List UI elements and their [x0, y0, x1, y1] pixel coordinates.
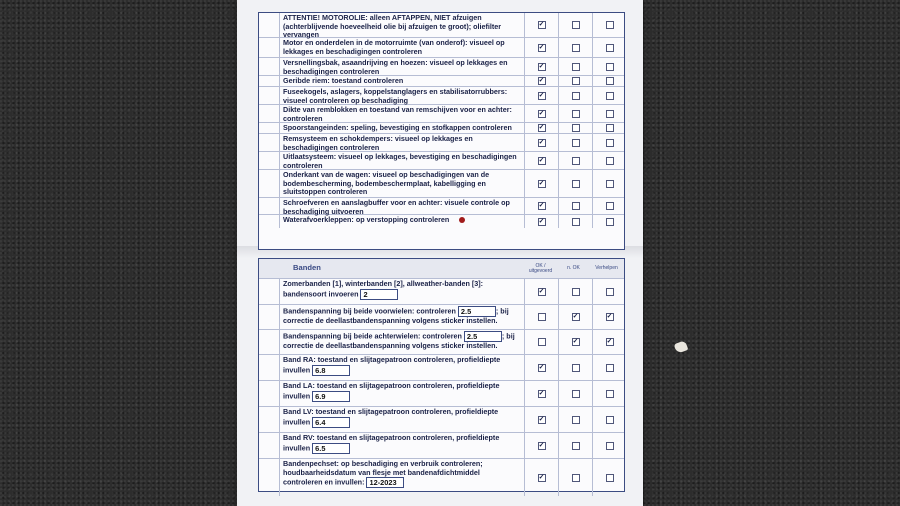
checkbox[interactable]: [572, 288, 580, 296]
row-lead: [259, 381, 280, 406]
checkbox[interactable]: [572, 110, 580, 118]
check-cell: [525, 123, 559, 133]
checkbox[interactable]: ✓: [538, 179, 545, 187]
checklist-row: [259, 198, 624, 215]
checkbox[interactable]: ✓: [538, 441, 545, 449]
check-cell: [525, 279, 559, 304]
checklist-row: [259, 105, 624, 123]
row-lead: [259, 152, 280, 169]
check-cell: [593, 134, 626, 151]
row-lead: [259, 198, 280, 214]
checkbox[interactable]: ✓: [538, 473, 545, 481]
check-cell: [559, 152, 593, 169]
checklist-row: [259, 87, 624, 105]
row-lead: [259, 87, 280, 104]
row-lead: [259, 459, 280, 496]
check-cell: [593, 13, 626, 37]
item-text: Band LA: toestand en slijtagepatroon controleren, profieldiepte invullen: [283, 381, 500, 400]
item-text: Onderkant van de wagen: visueel op beschadigingen van de bodembescherming, bodembeschermplaat, kabelligging en sluitstoppen controleren: [283, 170, 490, 197]
item-text: ATTENTIE! MOTOROLIE: alleen AFTAPPEN, NIET afzuigen (achterblijvende hoeveelheid olie bij afzuigen te groot); oliefilter vervangen: [283, 13, 502, 40]
checkbox[interactable]: ✓: [538, 156, 545, 164]
check-cell: [593, 123, 626, 133]
checkbox[interactable]: [606, 124, 614, 132]
checkbox[interactable]: [606, 92, 614, 100]
checkbox[interactable]: [572, 92, 580, 100]
item-text: Band LV: toestand en slijtagepatroon controleren, profieldiepte invullen: [283, 407, 499, 426]
item-description: [280, 215, 525, 228]
item-suffix: ; bij correctie de deellastbandenspanning volgens sticker instellen.: [283, 331, 515, 350]
item-description: [280, 170, 525, 197]
checkbox[interactable]: ✓: [538, 124, 545, 131]
item-text: Spoorstangeinden: speling, bevestiging en stofkappen controleren: [283, 123, 512, 132]
banden-row: [259, 279, 624, 305]
banden-row: [259, 433, 624, 459]
banden-row: [259, 459, 624, 496]
check-cell: [525, 105, 559, 122]
check-cell: [559, 407, 593, 432]
checkbox[interactable]: [572, 442, 580, 450]
checkbox[interactable]: ✓: [538, 21, 545, 28]
check-cell: [559, 459, 593, 496]
item-description: [280, 105, 525, 122]
item-text: Bandenspanning bij beide voorwielen: controleren: [283, 306, 456, 316]
check-cell: [525, 38, 559, 57]
value-field[interactable]: 2: [360, 289, 398, 300]
check-cell: [593, 433, 626, 458]
check-cell: [525, 76, 559, 86]
item-description: [280, 279, 525, 304]
check-cell: [593, 198, 626, 214]
check-cell: [559, 279, 593, 304]
item-text: Bandenspanning bij beide achterwielen: controleren: [283, 331, 462, 341]
check-cell: [525, 87, 559, 104]
check-cell: [559, 433, 593, 458]
checkbox[interactable]: [606, 180, 614, 188]
item-text: Dikte van remblokken en toestand van remschijven voor en achter: controleren: [283, 105, 512, 123]
checkbox[interactable]: [572, 390, 580, 398]
checkbox[interactable]: [606, 139, 614, 147]
checkbox[interactable]: ✓: [572, 338, 579, 345]
checkbox[interactable]: ✓: [538, 202, 545, 209]
checkbox[interactable]: [606, 442, 614, 450]
checkbox[interactable]: [572, 139, 580, 147]
check-cell: [559, 76, 593, 86]
row-lead: [259, 123, 280, 133]
item-description: [280, 152, 525, 169]
checkbox[interactable]: ✓: [538, 389, 545, 397]
col-verhelpen: Verhelpen: [595, 265, 618, 271]
banden-row: [259, 355, 624, 381]
value-field[interactable]: 2.5: [464, 331, 502, 342]
check-cell: [593, 58, 626, 75]
checkbox[interactable]: [606, 202, 614, 210]
item-text: Band RV: toestand en slijtagepatroon controleren, profieldiepte invullen: [283, 433, 500, 452]
check-cell: [525, 433, 559, 458]
check-cell: [593, 170, 626, 197]
check-cell: [559, 105, 593, 122]
item-text: Zomerbanden [1], winterbanden [2], allweather-banden [3]: bandensoort invoeren: [283, 279, 484, 298]
check-cell: [525, 152, 559, 169]
check-cell: [593, 305, 626, 329]
check-cell: [593, 76, 626, 86]
check-cell: [559, 381, 593, 406]
check-cell: [593, 381, 626, 406]
checklist-row: [259, 38, 624, 58]
value-field[interactable]: 6.4: [312, 417, 350, 428]
item-text: Fuseekogels, aslagers, koppelstanglagers en stabilisatorrubbers: visueel controleren op beschadiging: [283, 87, 508, 105]
check-cell: [593, 407, 626, 432]
row-lead: [259, 105, 280, 122]
motor-section: [258, 12, 625, 250]
item-description: [280, 13, 525, 40]
check-cell: [525, 215, 559, 228]
checkbox[interactable]: [606, 77, 614, 85]
value-field[interactable]: 12-2023: [366, 477, 404, 488]
checkbox[interactable]: ✓: [538, 287, 545, 295]
checkbox[interactable]: ✓: [572, 313, 579, 320]
row-lead: [259, 215, 280, 228]
check-cell: [525, 355, 559, 380]
item-text: Bandenpechset: op beschadiging en verbruik controleren; houdbaarheidsdatum van flesje met bandenafdichtmiddel controleren en invullen:: [283, 459, 483, 487]
checkbox[interactable]: [606, 157, 614, 165]
checklist-row: [259, 123, 624, 134]
value-field[interactable]: 6.8: [312, 365, 350, 376]
checkbox[interactable]: [538, 313, 546, 321]
banden-section: [258, 258, 625, 492]
checkbox[interactable]: ✓: [538, 363, 545, 371]
col-ok: OK / uitgevoerd: [528, 262, 553, 274]
paper-flake: [674, 340, 689, 354]
check-cell: [593, 105, 626, 122]
checkbox[interactable]: [538, 338, 546, 346]
item-description: [280, 123, 525, 133]
checkbox[interactable]: [606, 416, 614, 424]
item-text: Band RA: toestand en slijtagepatroon controleren, profieldiepte invullen: [283, 355, 501, 374]
checkbox[interactable]: [572, 364, 580, 372]
check-cell: [525, 13, 559, 37]
check-cell: [593, 330, 626, 354]
check-cell: [525, 305, 559, 329]
banden-header: [259, 259, 624, 279]
check-cell: [593, 87, 626, 104]
item-description: [280, 58, 525, 75]
row-lead: [259, 355, 280, 380]
checkbox[interactable]: ✓: [538, 77, 545, 84]
item-text: Versnellingsbak, asaandrijving en hoezen: visueel op lekkages en beschadigingen controleren: [283, 58, 508, 76]
checklist-row: [259, 215, 624, 228]
checkbox[interactable]: [606, 474, 614, 482]
row-lead: [259, 76, 280, 86]
checkbox[interactable]: [606, 390, 614, 398]
check-cell: [593, 152, 626, 169]
check-cell: [525, 170, 559, 197]
check-cell: [559, 38, 593, 57]
item-description: [280, 38, 525, 57]
check-cell: [559, 215, 593, 228]
checkbox[interactable]: ✓: [538, 109, 545, 117]
check-cell: [559, 87, 593, 104]
check-cell: [559, 134, 593, 151]
banden-title: Banden: [293, 263, 321, 272]
checkbox[interactable]: [606, 218, 614, 226]
check-cell: [525, 330, 559, 354]
checkbox[interactable]: [572, 416, 580, 424]
item-description: [280, 355, 525, 380]
check-cell: [525, 58, 559, 75]
checkbox[interactable]: [572, 63, 580, 71]
item-description: [280, 198, 525, 214]
row-lead: [259, 134, 280, 151]
checklist-row: [259, 152, 624, 170]
item-text: Remsysteem en schokdempers: visueel op lekkages en beschadigingen controleren: [283, 134, 473, 152]
check-cell: [525, 459, 559, 496]
row-lead: [259, 330, 280, 354]
check-cell: [559, 355, 593, 380]
check-cell: [593, 279, 626, 304]
item-description: [280, 134, 525, 151]
row-lead: [259, 170, 280, 197]
checklist-row: [259, 134, 624, 152]
checklist-row: [259, 13, 624, 38]
check-cell: [593, 459, 626, 496]
item-text: Uitlaatsysteem: visueel op lekkages, bevestiging en beschadigingen controleren: [283, 152, 517, 170]
item-description: [280, 407, 525, 432]
checkbox[interactable]: [572, 124, 580, 132]
item-text: Schroefveren en aanslagbuffer voor en achter: visuele controle op beschadiging uitvoeren: [283, 198, 510, 216]
checkbox[interactable]: ✓: [538, 217, 545, 225]
check-cell: [525, 407, 559, 432]
item-suffix: ; bij correctie de deellastbandenspanning volgens sticker instellen.: [283, 306, 509, 325]
checkbox[interactable]: ✓: [538, 138, 545, 146]
checkbox[interactable]: ✓: [606, 313, 613, 320]
check-cell: [559, 58, 593, 75]
check-cell: [525, 198, 559, 214]
row-lead: [259, 433, 280, 458]
value-field[interactable]: 6.5: [312, 443, 350, 454]
row-lead: [259, 13, 280, 37]
item-description: [280, 76, 525, 86]
checkbox[interactable]: [572, 21, 580, 29]
row-lead: [259, 279, 280, 304]
checkbox[interactable]: ✓: [606, 338, 613, 345]
item-text: Waterafvoerkleppen: op verstopping controleren: [283, 215, 450, 224]
checkbox[interactable]: [606, 110, 614, 118]
banden-row: [259, 305, 624, 330]
item-description: [280, 87, 525, 104]
check-cell: [559, 170, 593, 197]
banden-row: [259, 381, 624, 407]
item-text: Geribde riem: toestand controleren: [283, 76, 404, 85]
checkbox[interactable]: [572, 218, 580, 226]
row-lead: [259, 305, 280, 329]
checklist-row: [259, 170, 624, 198]
checklist-row: [259, 76, 624, 87]
checkbox[interactable]: ✓: [538, 415, 545, 423]
check-cell: [525, 134, 559, 151]
check-cell: [559, 123, 593, 133]
checkbox[interactable]: ✓: [538, 43, 545, 51]
check-cell: [559, 13, 593, 37]
item-description: [280, 305, 525, 329]
value-field[interactable]: 2.5: [458, 306, 496, 317]
item-description: [280, 459, 525, 496]
check-cell: [593, 215, 626, 228]
item-description: [280, 433, 525, 458]
checkbox[interactable]: ✓: [538, 62, 545, 70]
checkbox[interactable]: [606, 21, 614, 29]
banden-row: [259, 330, 624, 355]
item-text: Motor en onderdelen in de motorruimte (van onderof): visueel op lekkages en beschadigingen controleren: [283, 38, 505, 56]
checkbox[interactable]: [572, 474, 580, 482]
item-description: [280, 381, 525, 406]
check-cell: [559, 198, 593, 214]
col-not-ok: n. OK: [567, 265, 580, 271]
red-dot-marker: [459, 217, 465, 223]
row-lead: [259, 38, 280, 57]
check-cell: [559, 330, 593, 354]
check-cell: [559, 305, 593, 329]
row-lead: [259, 407, 280, 432]
checkbox[interactable]: [606, 63, 614, 71]
check-cell: [525, 381, 559, 406]
checklist-row: [259, 58, 624, 76]
check-cell: [593, 355, 626, 380]
item-description: [280, 330, 525, 354]
checkbox[interactable]: [572, 77, 580, 85]
check-cell: [593, 38, 626, 57]
checkbox[interactable]: [606, 44, 614, 52]
checkbox[interactable]: ✓: [538, 91, 545, 99]
row-lead: [259, 58, 280, 75]
checkbox[interactable]: [572, 44, 580, 52]
checkbox[interactable]: [572, 180, 580, 188]
checkbox[interactable]: [606, 288, 614, 296]
value-field[interactable]: 6.9: [312, 391, 350, 402]
banden-row: [259, 407, 624, 433]
checkbox[interactable]: [572, 157, 580, 165]
checkbox[interactable]: [606, 364, 614, 372]
checkbox[interactable]: [572, 202, 580, 210]
